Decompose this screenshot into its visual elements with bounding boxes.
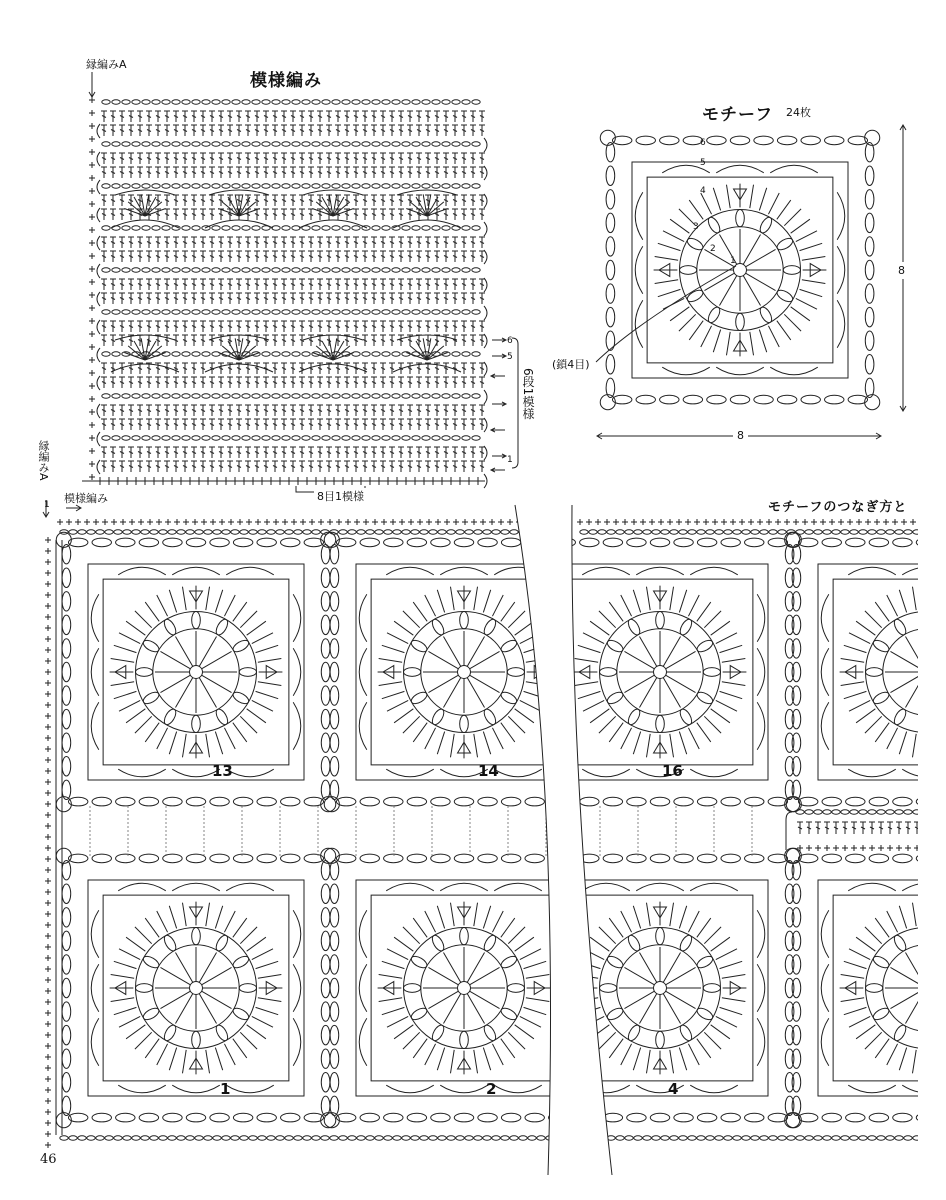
motif-title: モチーフ [702, 105, 774, 125]
page-number: 46 [40, 1152, 57, 1167]
motif-round-1: 1 [730, 256, 736, 266]
pattern-stitch-title: 模様編み [250, 71, 322, 91]
chain-note: (鎖4目) [552, 358, 590, 371]
motif-round-6: 6 [700, 138, 706, 148]
motif-number-14: 14 [478, 762, 499, 780]
motif-count: 24枚 [786, 106, 811, 119]
motif-number-2: 2 [486, 1080, 497, 1098]
motif-width-label: 8 [733, 429, 748, 442]
edge-label-a-left: 縁編みA [37, 440, 50, 481]
motif-round-4: 4 [700, 186, 706, 196]
repeat-width-label: 8目1模様 [314, 488, 367, 504]
joining-start-label: 1 [44, 500, 50, 510]
motif-round-3: 3 [693, 222, 699, 232]
motif-height-label: 8 [898, 264, 905, 277]
motif-round-2: 2 [710, 244, 716, 254]
row-label-5: 5 [507, 352, 513, 362]
motif-number-4: 4 [668, 1080, 679, 1098]
edge-label-a-top: 縁編みA [86, 58, 127, 71]
row-label-1: 1 [507, 455, 513, 465]
joining-title: モチーフのつなぎ方と [768, 500, 908, 515]
joining-pattern-label: 模様編み [64, 492, 108, 505]
row-label-6: 6 [507, 336, 513, 346]
motif-number-13: 13 [212, 762, 233, 780]
motif-round-5: 5 [700, 158, 706, 168]
motif-number-16: 16 [662, 762, 683, 780]
repeat-height-label: 6段1模様 [521, 368, 535, 420]
motif-number-1: 1 [220, 1080, 231, 1098]
